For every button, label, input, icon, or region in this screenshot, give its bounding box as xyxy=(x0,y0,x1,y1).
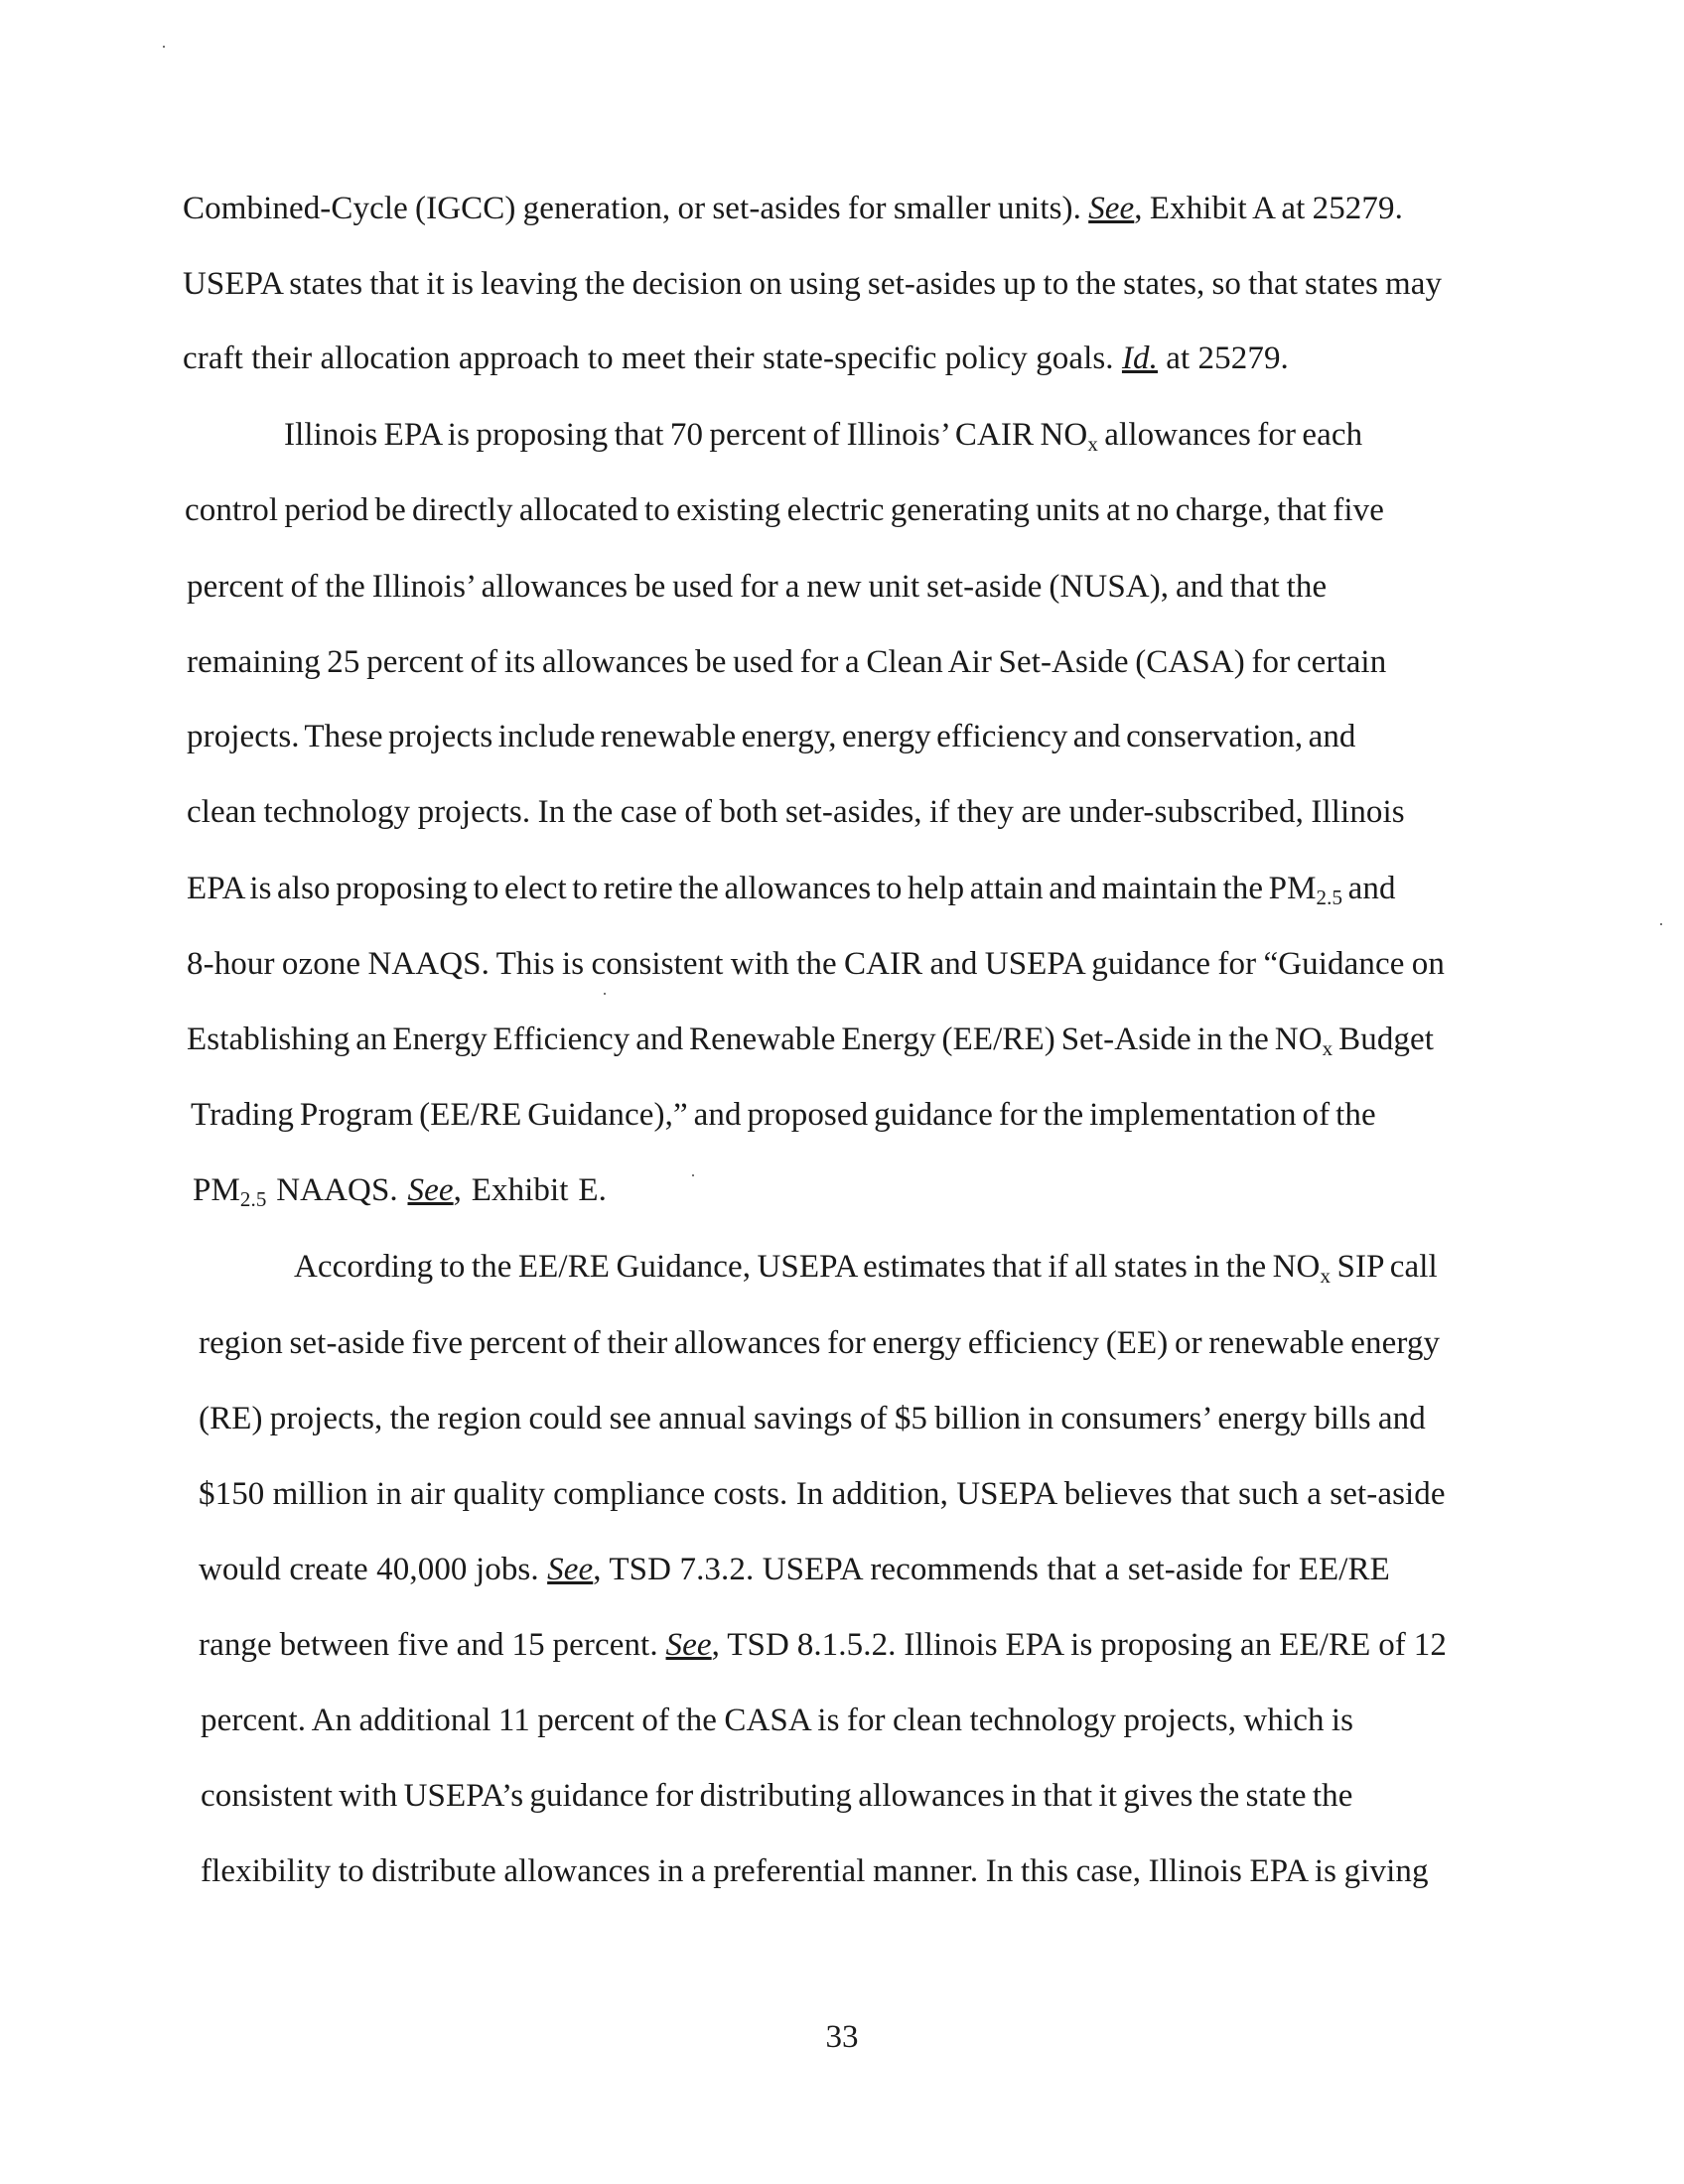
text-run: EPA is also proposing to elect to retire the allowances to help attain and maintain the PM xyxy=(187,871,1317,906)
text-run: , Exhibit A at 25279. xyxy=(1134,191,1403,226)
text-line xyxy=(199,1474,1446,1514)
citation-signal: Id. xyxy=(1121,341,1158,376)
text-line xyxy=(199,1550,1390,1589)
text-line xyxy=(187,1020,1434,1059)
text-run: consistent with USEPA’s guidance for distributing allowances in that it gives the state the xyxy=(201,1778,1353,1814)
citation-signal: See xyxy=(665,1627,712,1663)
text-run: percent. An additional 11 percent of the CASA is for clean technology projects, which is xyxy=(201,1703,1354,1738)
text-run: Illinois EPA is proposing that 70 percent of Illinois’ CAIR NO xyxy=(284,417,1088,453)
scan-speck xyxy=(692,1174,694,1176)
text-line xyxy=(294,1247,1438,1287)
text-line xyxy=(199,1323,1440,1363)
subscript: x xyxy=(1087,432,1098,456)
subscript: 2.5 xyxy=(239,1187,267,1211)
citation-signal: See xyxy=(407,1172,454,1208)
text-run: PM xyxy=(193,1172,240,1208)
text-run: , TSD 7.3.2. USEPA recommends that a set-aside for EE/RE xyxy=(593,1552,1390,1587)
text-line xyxy=(187,717,1356,756)
text-run: clean technology projects. In the case of both set-asides, if they are under-subscribed, Illinois xyxy=(187,794,1405,830)
text-run: USEPA states that it is leaving the decision on using set-asides up to the states, so that states may xyxy=(183,266,1443,302)
text-run: projects. These projects include renewable energy, energy efficiency and conservation, and xyxy=(187,719,1356,754)
subscript: x xyxy=(1320,1264,1332,1288)
text-run: control period be directly allocated to existing electric generating units at no charge, that five xyxy=(185,492,1384,528)
text-run: allowances for each xyxy=(1097,417,1363,453)
text-run: 8-hour ozone NAAQS. This is consistent with the CAIR and USEPA guidance for “Guidance on xyxy=(187,946,1445,982)
text-line xyxy=(183,264,1442,304)
text-run: Budget xyxy=(1333,1022,1435,1057)
text-line xyxy=(187,567,1327,607)
subscript: x xyxy=(1322,1036,1333,1060)
text-line xyxy=(185,490,1384,530)
text-line xyxy=(284,415,1362,455)
scan-speck xyxy=(604,993,606,995)
text-run: Trading Program (EE/RE Guidance),” and proposed guidance for the implementation of the xyxy=(191,1097,1376,1133)
text-run: , TSD 8.1.5.2. Illinois EPA is proposing an EE/RE of 12 xyxy=(711,1627,1447,1663)
text-run: , Exhibit E. xyxy=(453,1172,607,1208)
text-line xyxy=(199,1625,1447,1665)
text-run: at 25279. xyxy=(1157,341,1289,376)
citation-signal: See xyxy=(547,1552,594,1587)
text-line xyxy=(187,642,1386,682)
text-run: NAAQS. xyxy=(266,1172,408,1208)
text-run: Combined-Cycle (IGCC) generation, or set-asides for smaller units). xyxy=(183,191,1089,226)
text-line xyxy=(201,1701,1353,1740)
subscript: 2.5 xyxy=(1316,886,1343,909)
scan-speck xyxy=(1660,923,1662,925)
scan-speck xyxy=(163,46,165,48)
text-run: would create 40,000 jobs. xyxy=(199,1552,548,1587)
text-line xyxy=(183,339,1289,378)
text-line xyxy=(199,1399,1426,1438)
text-run: According to the EE/RE Guidance, USEPA estimates that if all states in the NO xyxy=(294,1249,1321,1285)
page-number: 33 xyxy=(825,2019,859,2055)
text-run: and xyxy=(1342,871,1396,906)
text-run: Establishing an Energy Efficiency and Renewable Energy (EE/RE) Set-Aside in the NO xyxy=(187,1022,1323,1057)
text-line xyxy=(187,792,1405,832)
text-run: region set-aside five percent of their allowances for energy efficiency (EE) or renewable energy xyxy=(199,1325,1441,1361)
text-run: range between five and 15 percent. xyxy=(199,1627,666,1663)
text-line xyxy=(193,1170,607,1210)
text-line xyxy=(187,944,1445,984)
text-run: $150 million in air quality compliance costs. In addition, USEPA believes that such a set-aside xyxy=(199,1476,1446,1512)
text-line xyxy=(201,1776,1352,1816)
citation-signal: See xyxy=(1088,191,1135,226)
text-run: flexibility to distribute allowances in a preferential manner. In this case, Illinois EPA is giving xyxy=(201,1853,1429,1889)
text-run: remaining 25 percent of its allowances be used for a Clean Air Set-Aside (CASA) for certain xyxy=(187,644,1387,680)
text-run: SIP call xyxy=(1331,1249,1438,1285)
text-line xyxy=(191,1095,1376,1135)
text-run: percent of the Illinois’ allowances be used for a new unit set-aside (NUSA), and that the xyxy=(187,569,1328,605)
text-run: craft their allocation approach to meet their state-specific policy goals. xyxy=(183,341,1122,376)
text-line xyxy=(183,189,1403,228)
text-run: (RE) projects, the region could see annual savings of $5 billion in consumers’ energy bills and xyxy=(199,1401,1426,1436)
text-line xyxy=(201,1851,1429,1891)
text-line xyxy=(187,869,1396,908)
